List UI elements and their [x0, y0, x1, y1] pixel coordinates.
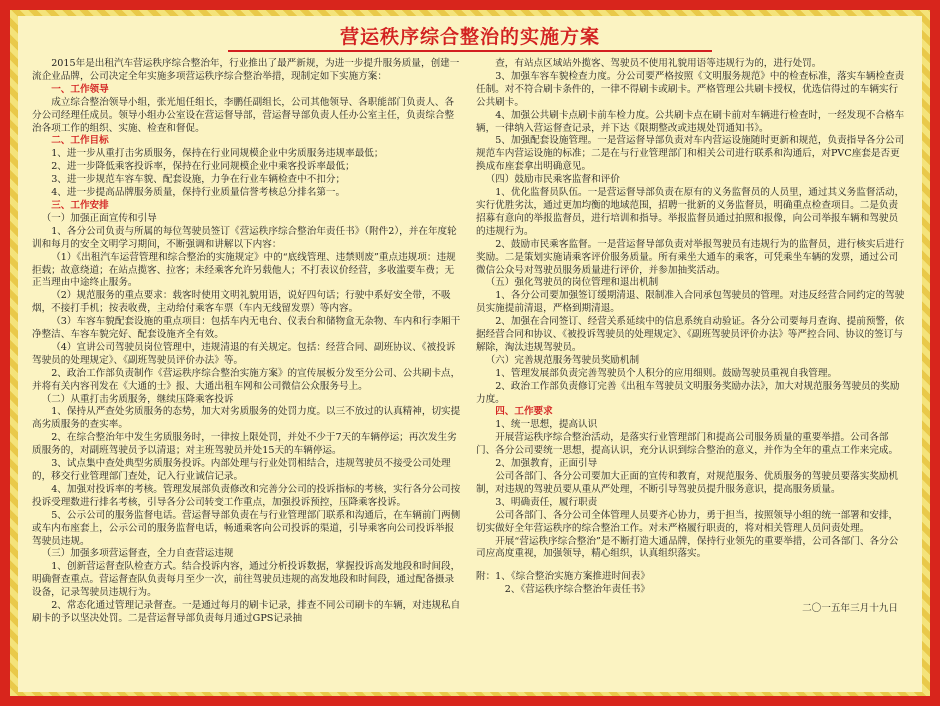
attachment-line: 附：1、《综合整治实施方案推进时间表》 — [476, 571, 650, 583]
left-column — [32, 58, 462, 626]
attachment-line: 2、《营运秩序综合整治年责任书》 — [504, 584, 651, 596]
document-title: 营运秩序综合整治的实施方案 — [339, 26, 600, 48]
right-column — [476, 58, 906, 616]
paragraph: 查，有站点区域站外揽客、驾驶员不使用礼貌用语等违规行为的，进行处罚。 — [495, 58, 822, 69]
paragraph: 1、各分公司负责与所属的每位驾驶员签订《营运秩序综合整治年责任书》（附件2），并在年度轮训和每月的安全文明学习期间，不断强调和讲解以下内容： — [32, 225, 457, 250]
title-underline — [228, 50, 712, 52]
paragraph: 2、鼓励市民乘客监督。一是营运督导部负责对举报驾驶员有违规行为的监督员，进行核实后进行奖励。二是策划实施请乘客评价服务质量。所有乘坐大通车的乘客，可凭乘坐车辆的发票，通过公司微信公众号对驾驶员服务质量进行评价，并参加抽奖活动。 — [476, 238, 905, 276]
paragraph: 开展“营运秩序综合整治”是不断打造大通品牌，保持行业领先的重要举措，公司各部门、各分公司应高度重视，加强领导，精心组织，认真组织落实。 — [476, 535, 899, 560]
document-date: 二〇一五年三月十九日 — [802, 603, 898, 615]
paragraph: 3、试点集中查处典型劣质服务投诉。内部处理与行业处罚相结合，违规驾驶员不接受公司处理的，移交行业管理部门查处，记入行业诚信记录。 — [32, 458, 451, 482]
section-heading: 四、工作要求 — [495, 406, 553, 418]
document-sheet — [18, 16, 922, 692]
subsection-heading: （六）完善规范服务驾驶员奖励机制 — [485, 354, 640, 366]
paragraph: 1、创新营运督查队检查方式。结合投诉内容，通过分析投诉数据，掌握投诉高发地段和时间段，明确督查重点。营运督查队负责每月至少一次，前往驾驶员违规的高发地段和时间段，通过配备摄录设备，记录驾驶员违规行为。 — [32, 561, 461, 599]
paragraph: 5、公示公司的服务监督电话。营运督导部负责在与行业管理部门联系和沟通后，在车辆前门两侧或车内布座套上，公示公司的服务监督电话，畅通乘客向公司投诉的渠道，引导乘客向公司投诉举报驾驶员违规。 — [32, 509, 461, 547]
paragraph: （3）车容车貌配套设施的重点项目：包括车内无电台、仪表台和储物盒无杂物、车内和行李厢干净整洁、车容车貌完好、配套设施齐全有效。 — [32, 316, 461, 341]
paragraph: 2、政治工作部负责修订完善《出租车驾驶员文明服务奖励办法》，加大对规范服务驾驶员的奖励力度。 — [476, 380, 900, 405]
paragraph: 成立综合整治领导小组，张光旭任组长，李鹏任副组长，公司其他领导、各职能部门负责人、各分公司经理任成员。领导小组办公室设在营运督导部，营运督导部负责人任办公室主任，负责综合整治各项工作的组织、实施、检查和督促。 — [32, 96, 455, 134]
subsection-heading: （二）从重打击劣质服务，继续压降乘客投诉 — [41, 393, 234, 405]
paragraph: 4、加强公共刷卡点刷卡前车检力度。公共刷卡点在刷卡前对车辆进行检查时，一经发现不合格车辆，一律纳入营运督查记录，并下达《限期整改或违规处罚通知书》。 — [476, 109, 905, 134]
paragraph: 3、进一步规范车容车貌、配套设施，力争在行业车辆检查中不扣分； — [51, 174, 346, 186]
paragraph: 3、加强车容车貌检查力度。分公司要严格按照《文明服务规范》中的检查标准，落实车辆检查责任制。对不符合刷卡条件的，一律不得刷卡或刷卡。严格管理公共刷卡授权，优选信得过的车辆实行公共刷卡。 — [476, 70, 905, 108]
paragraph: 1、进一步从重打击劣质服务，保持在行业同规模企业中劣质服务违规率最低； — [51, 148, 384, 160]
paragraph: （1）《出租汽车运营管理和综合整治的实施规定》中的“底线管理、违禁则废”重点违规项：违规拒载；故意绕道；在站点揽客、拉客；未经乘客允许另载他人；不打表议价经营，多收滥要车费；无正当理由中途终止服务。 — [32, 251, 456, 289]
paragraph: 1、各分公司要加强签订缓期清退、限制准入合同承包驾驶员的管理。对违反经营合同约定的驾驶员实施提前清退，严格到期清退。 — [476, 290, 905, 315]
paragraph: 5、加强配套设施管理。一是营运督导部负责对车内营运设施随时更新和规范，负责指导各分公司规范车内营运设施的标准；二是在与行业管理部门和相关公司进行联系和沟通后，对PVC座套是否更换成布座套拿出明确意见。 — [476, 135, 905, 173]
paragraph: 2、在综合整治年中发生劣质服务时，一律按上限处罚，并处不少于7天的车辆停运；再次发生劣质服务的，对副班驾驶员予以清退；对主班驾驶员并处15天的车辆停运。 — [32, 432, 457, 457]
paragraph: 1、统一思想，提高认识 — [495, 419, 598, 431]
section-heading: 二、工作目标 — [51, 135, 109, 147]
subsection-heading: （五）强化驾驶员的岗位管理和退出机制 — [485, 277, 659, 289]
paragraph: 4、进一步提高品牌服务质量，保持行业质量信誉考核总分排名第一。 — [51, 187, 346, 199]
paragraph: 4、加强对投诉率的考核。管理发展部负责修改和完善分公司的投诉指标的考核，实行各分公司按投诉受理数进行排名考核，引导各分公司转变工作重点，加强投诉预控，压降乘客投诉。 — [32, 483, 461, 508]
section-heading: 一、工作领导 — [51, 83, 109, 95]
paragraph: 公司各部门、各分公司全体管理人员要齐心协力，勇于担当，按照领导小组的统一部署和安排，切实做好全年营运秩序的综合整治工作。对未严格履行职责的，将对相关管理人员问责处理。 — [476, 509, 899, 534]
paragraph: 1、优化监督员队伍。一是营运督导部负责在原有的义务监督员的人员里，通过其义务监督活动，实行优胜劣汰，通过更加均衡的地域范围，招聘一批新的义务监督员，明确重点检查项目。二是负责招募有意向的举报监督员，进行培训和指导。举报监督员通过拍照和报像，向公司举报车辆和驾驶员的违规行为。 — [476, 187, 905, 237]
subsection-heading: （四）鼓励市民乘客监督和评价 — [485, 174, 620, 186]
section-heading: 三、工作安排 — [51, 199, 109, 211]
paragraph: （4）宣讲公司驾驶员岗位管理中，违规清退的有关规定。包括：经营合同、副班协议、《被投诉驾驶员的处理规定》、《副班驾驶员评价办法》等。 — [32, 341, 456, 366]
paragraph: 2、加强教育，正面引导 — [495, 458, 598, 470]
paragraph: 2、加强在合同签订、经营关系延续中的信息系统自动验证。各分公司要每月查询、提前预警，依据经营合同和协议、《被投诉驾驶员的处理规定》、《副班驾驶员评价办法》等严控合同、协议的签订与解除，淘汰违规驾驶员。 — [476, 316, 905, 353]
subsection-heading: （一）加强正面宣传和引导 — [41, 212, 157, 224]
paragraph: 开展营运秩序综合整治活动，是落实行业管理部门和提高公司服务质量的重要举措。公司各部门、各分公司要统一思想，提高认识，充分认识到综合整治的意义，并作为全年的重点工作来完成。 — [476, 432, 899, 457]
subsection-heading: （三）加强多项营运督查，全力自查营运违规 — [41, 548, 234, 560]
paragraph: 2、常态化通过管理记录督查。一是通过每月的刷卡记录，排查不同公司刷卡的车辆，对违规私自刷卡的予以坚决处罚。二是营运督导部负责每月通过GPS记录抽 — [32, 600, 461, 624]
paragraph: 1、管理发展部负责完善驾驶员个人积分的应用细则。鼓励驾驶员重视自我管理。 — [495, 367, 838, 379]
paragraph: 2、进一步降低乘客投诉率，保持在行业同规模企业中乘客投诉率最低； — [51, 161, 355, 173]
paragraph: 2、政治工作部负责制作《营运秩序综合整治实施方案》的宣传展板分发至分公司、公共刷卡点，并将有关内容刊发在《大通的士》报、大通出租车网和公司微信公众服务号上。 — [32, 367, 461, 392]
paragraph: （2）规范服务的重点要求：载客时使用文明礼貌用语，说好四句话；行驶中系好安全带，不吸烟，不接打手机；按表收费，主动给付乘客车票（车内无线留发票）等内容。 — [32, 290, 451, 315]
paragraph: 1、保持从严查处劣质服务的态势，加大对劣质服务的处罚力度。以三不放过的认真精神，切实提高劣质服务的查实率。 — [32, 406, 461, 431]
paragraph: 公司各部门、各分公司要加大正面的宣传和教育，对规范服务、优质服务的驾驶员要落实奖励机制，对违规的驾驶员要从重从严处理，不断引导驾驶员提升服务意识，提高服务质量。 — [476, 471, 899, 495]
paragraph: 2015年是出租汽车营运秩序综合整治年，行业推出了最严新规，为进一步提升服务质量，创建一流企业品牌，公司决定全年实施多项营运秩序综合整治举措，现制定如下实施方案： — [32, 58, 460, 82]
paragraph: 3、明确责任，履行职责 — [495, 496, 598, 508]
